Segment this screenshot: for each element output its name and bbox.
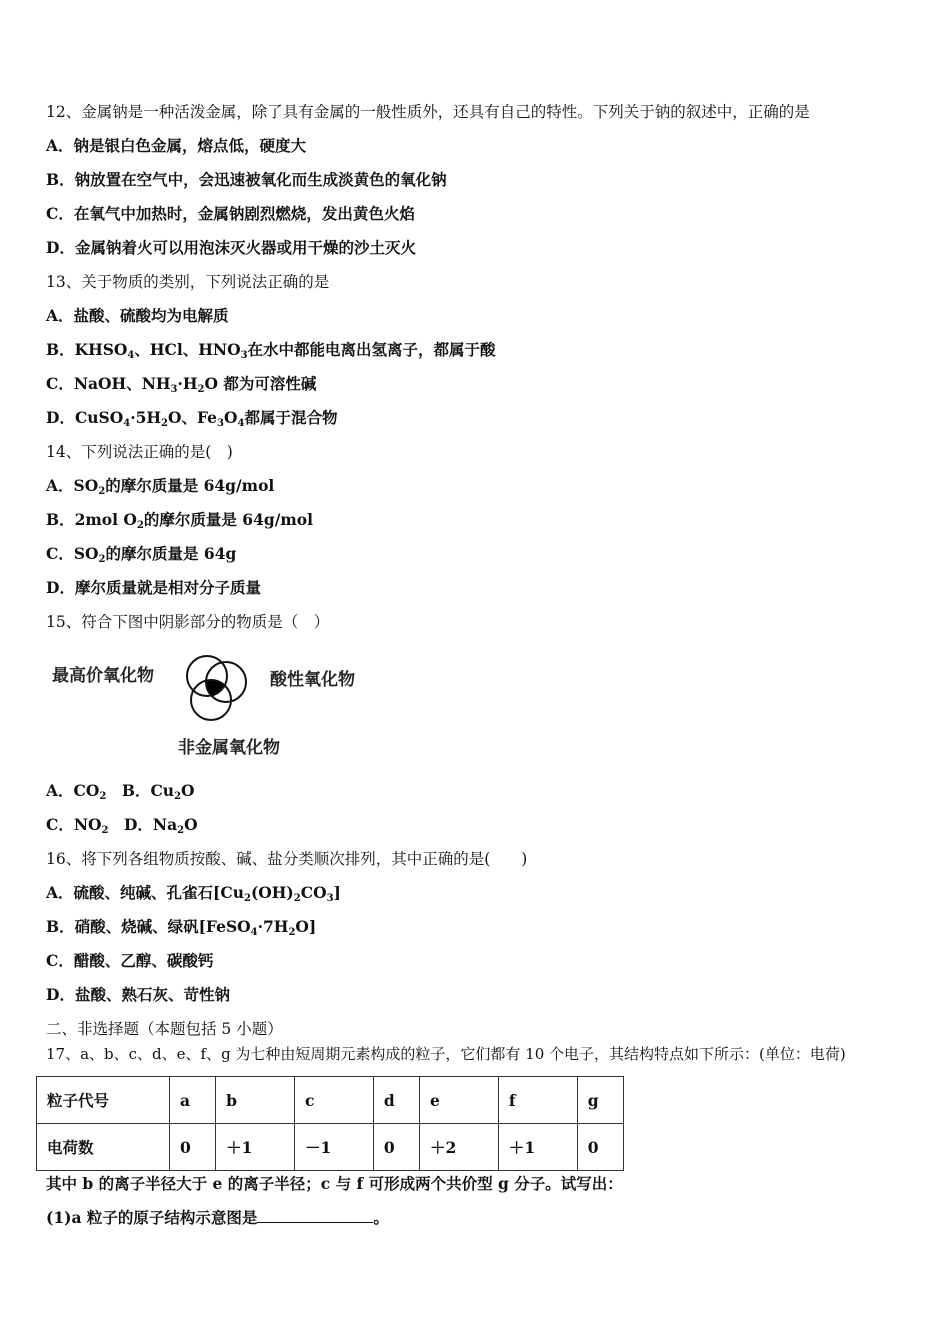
venn-label-bottom: 非金属氧化物 (178, 738, 280, 758)
q13-option-c: C．NaOH、$NH_3\cdot H_2O$ 都为可溶性碱 (46, 374, 317, 395)
q15-options-row-1: A．$CO_2$ B．$Cu_2O$ (46, 781, 195, 802)
table-row (37, 1124, 624, 1171)
q16-option-a: A．硫酸、纯碱、孔雀石$[Cu_2(OH)_2CO_3]$ (46, 883, 341, 904)
table-cell: g (577, 1077, 623, 1124)
q12-option-a: A．钠是银白色金属，熔点低，硬度大 (46, 136, 307, 155)
table-cell: d (373, 1077, 419, 1124)
q14-option-c: C．$SO_2$的摩尔质量是 64g (46, 544, 237, 565)
section-2-heading: 二、非选择题（本题包括 5 小题） (46, 1020, 283, 1038)
table-cell: b (216, 1077, 295, 1124)
q13-option-a: A．盐酸、硫酸均为电解质 (46, 306, 229, 325)
q13-stem: 13、关于物质的类别，下列说法正确的是 (46, 273, 330, 291)
table-cell: 0 (577, 1124, 623, 1171)
q16-option-d: D．盐酸、熟石灰、苛性钠 (46, 985, 230, 1004)
particle-table (36, 1076, 624, 1171)
q12-option-b: B．钠放置在空气中，会迅速被氧化而生成淡黄色的氧化钠 (46, 170, 447, 189)
table-cell: ＋2 (420, 1124, 499, 1171)
q13-option-b: B．$KHSO_4$、HCl、$HNO_3$在水中都能电离出氢离子，都属于酸 (46, 340, 496, 361)
table-cell: 0 (373, 1124, 419, 1171)
table-cell: －1 (294, 1124, 373, 1171)
venn-circles (174, 652, 264, 728)
q12-option-c: C．在氧气中加热时，金属钠剧烈燃烧，发出黄色火焰 (46, 204, 415, 223)
answer-blank[interactable] (257, 1208, 373, 1223)
table-cell: 0 (170, 1124, 216, 1171)
table-cell: 电荷数 (37, 1124, 170, 1171)
q17-note: 其中 b 的离子半径大于 e 的离子半径；c 与 f 可形成两个共价型 g 分子。试写出： (46, 1174, 623, 1193)
q14-stem: 14、下列说法正确的是( ) (46, 443, 233, 461)
q12-option-d: D．金属钠着火可以用泡沫灭火器或用干燥的沙土灭火 (46, 238, 416, 257)
q13-option-d: D．$CuSO_4\cdot 5H_2O$、$Fe_3O_4$都属于混合物 (46, 408, 338, 429)
table-cell: ＋1 (498, 1124, 577, 1171)
q14-option-d: D．摩尔质量就是相对分子质量 (46, 578, 261, 597)
table-cell: e (420, 1077, 499, 1124)
table-cell: f (498, 1077, 577, 1124)
table-row (37, 1077, 624, 1124)
q15-options-row-2: C．$NO_2$ D．$Na_2O$ (46, 815, 198, 836)
q12-stem: 12、金属钠是一种活泼金属，除了具有金属的一般性质外，还具有自己的特性。下列关于钠的叙述中，正确的是 (46, 103, 810, 121)
q16-option-b: B．硝酸、烧碱、绿矾$[FeSO_4\cdot 7H_2O]$ (46, 917, 317, 938)
q16-option-c: C．醋酸、乙醇、碳酸钙 (46, 951, 214, 970)
table-cell: 粒子代号 (37, 1077, 170, 1124)
table-cell: a (170, 1077, 216, 1124)
q17-stem: 17、a、b、c、d、e、f、g 为七种由短周期元素构成的粒子，它们都有 10 个电子，其结构特点如下所示：(单位：电荷) (46, 1045, 846, 1063)
q14-option-a: A．$SO_2$的摩尔质量是 64g/mol (46, 476, 275, 497)
q14-option-b: B．2mol $O_2$的摩尔质量是 64g/mol (46, 510, 313, 531)
venn-label-left: 最高价氧化物 (52, 666, 154, 686)
venn-diagram (46, 648, 386, 760)
table-cell: ＋1 (216, 1124, 295, 1171)
q17-subquestion-1: (1)a 粒子的原子结构示意图是 。 (46, 1208, 389, 1227)
q15-stem: 15、符合下图中阴影部分的物质是（ ） (46, 613, 330, 631)
venn-label-right: 酸性氧化物 (270, 670, 355, 690)
table-cell: c (294, 1077, 373, 1124)
q16-stem: 16、将下列各组物质按酸、碱、盐分类顺次排列，其中正确的是( ) (46, 850, 528, 868)
